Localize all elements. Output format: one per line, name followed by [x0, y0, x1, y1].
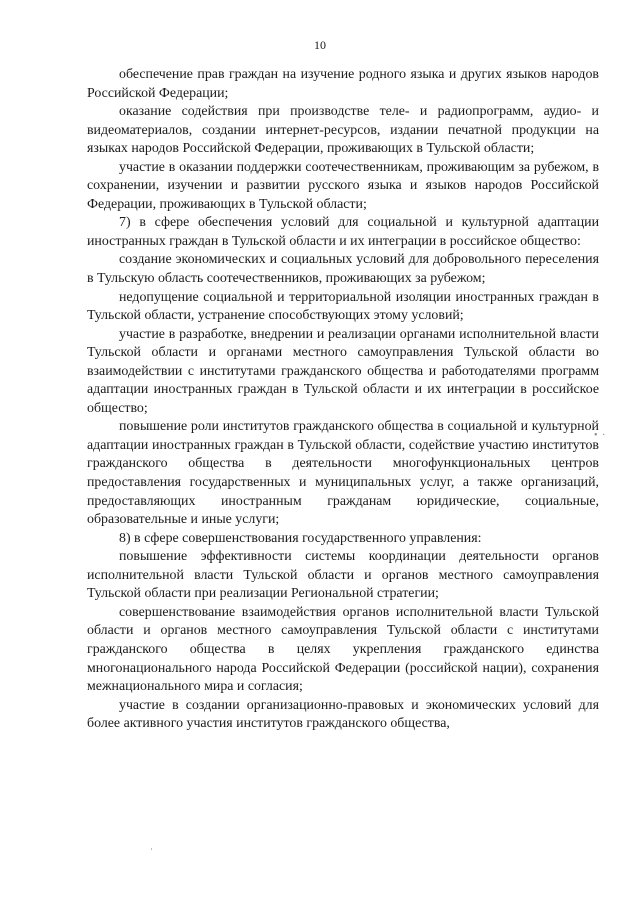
paragraph-section-7-heading: 7) в сфере обеспечения условий для социальной и культурной адаптации иностранных граждан в Тульской области и их интеграции в российское общество:: [87, 215, 599, 249]
paragraph-section-8-heading: 8) в сфере совершенствования государственного управления:: [119, 530, 482, 546]
scan-speck: [151, 848, 152, 850]
paragraph-legal-economic-conditions: участие в создании организационно-правовых и экономических условий для более активного участия институтов гражданского общества,: [87, 697, 599, 732]
paragraph-coordination-efficiency: повышение эффективности системы координации деятельности органов исполнительной власти Тульской области и органов местного самоуправления Тульской области при реализации Региональной стратегии;: [87, 549, 599, 602]
paragraph-interaction-improvement: совершенствование взаимодействия органов исполнительной власти Тульской области и органов местного самоуправления Тульской области с институтами гражданского общества в целях укрепления гражданского единства многонационального народа Российской Федерации (российской нации), сохранения межнационального мира и согласия;: [87, 604, 599, 695]
paragraph-civil-society-role: повышение роли институтов гражданского общества в социальной и культурной адаптации иностранных граждан в Тульской области, содействие участию институтов гражданского общества в деятельности многофункциональных центров предоставления государственных и муниципальных услуг, а также организаций, предоставляющих иностранным гражданам юридические, социальные, образовательные и иные услуги;: [87, 419, 599, 528]
paragraph-adaptation-programs: участие в разработке, внедрении и реализации органами исполнительной власти Тульской области и органами местного самоуправления Тульской области во взаимодействии с институтами гражданского общества и работодателями программ адаптации иностранных граждан в Тульской области и их интеграции в российское общество;: [87, 326, 599, 416]
scan-bleed-mark: • ·: [594, 430, 607, 441]
document-body: [87, 66, 599, 734]
paragraph-media-production: оказание содействия при производстве теле- и радиопрограмм, аудио- и видеоматериалов, создании интернет-ресурсов, издании печатной продукции на языках народов Российской Федерации, проживающих в Тульской области;: [87, 104, 599, 157]
paragraph-native-language-rights: обеспечение прав граждан на изучение родного языка и других языков народов Российской Федерации;: [87, 67, 599, 101]
paragraph-resettlement-conditions: создание экономических и социальных условий для добровольного переселения в Тульскую область соотечественников, проживающих за рубежом;: [87, 252, 599, 287]
page-number: 10: [314, 38, 326, 52]
paragraph-isolation-prevention: недопущение социальной и территориальной изоляции иностранных граждан в Тульской области, устранение способствующих этому условий;: [87, 289, 599, 324]
paragraph-compatriot-support: участие в оказании поддержки соотечественникам, проживающим за рубежом, в сохранении, изучении и развитии русского языка и языков народов Российской Федерации, проживающих в Тульской области;: [87, 159, 599, 212]
